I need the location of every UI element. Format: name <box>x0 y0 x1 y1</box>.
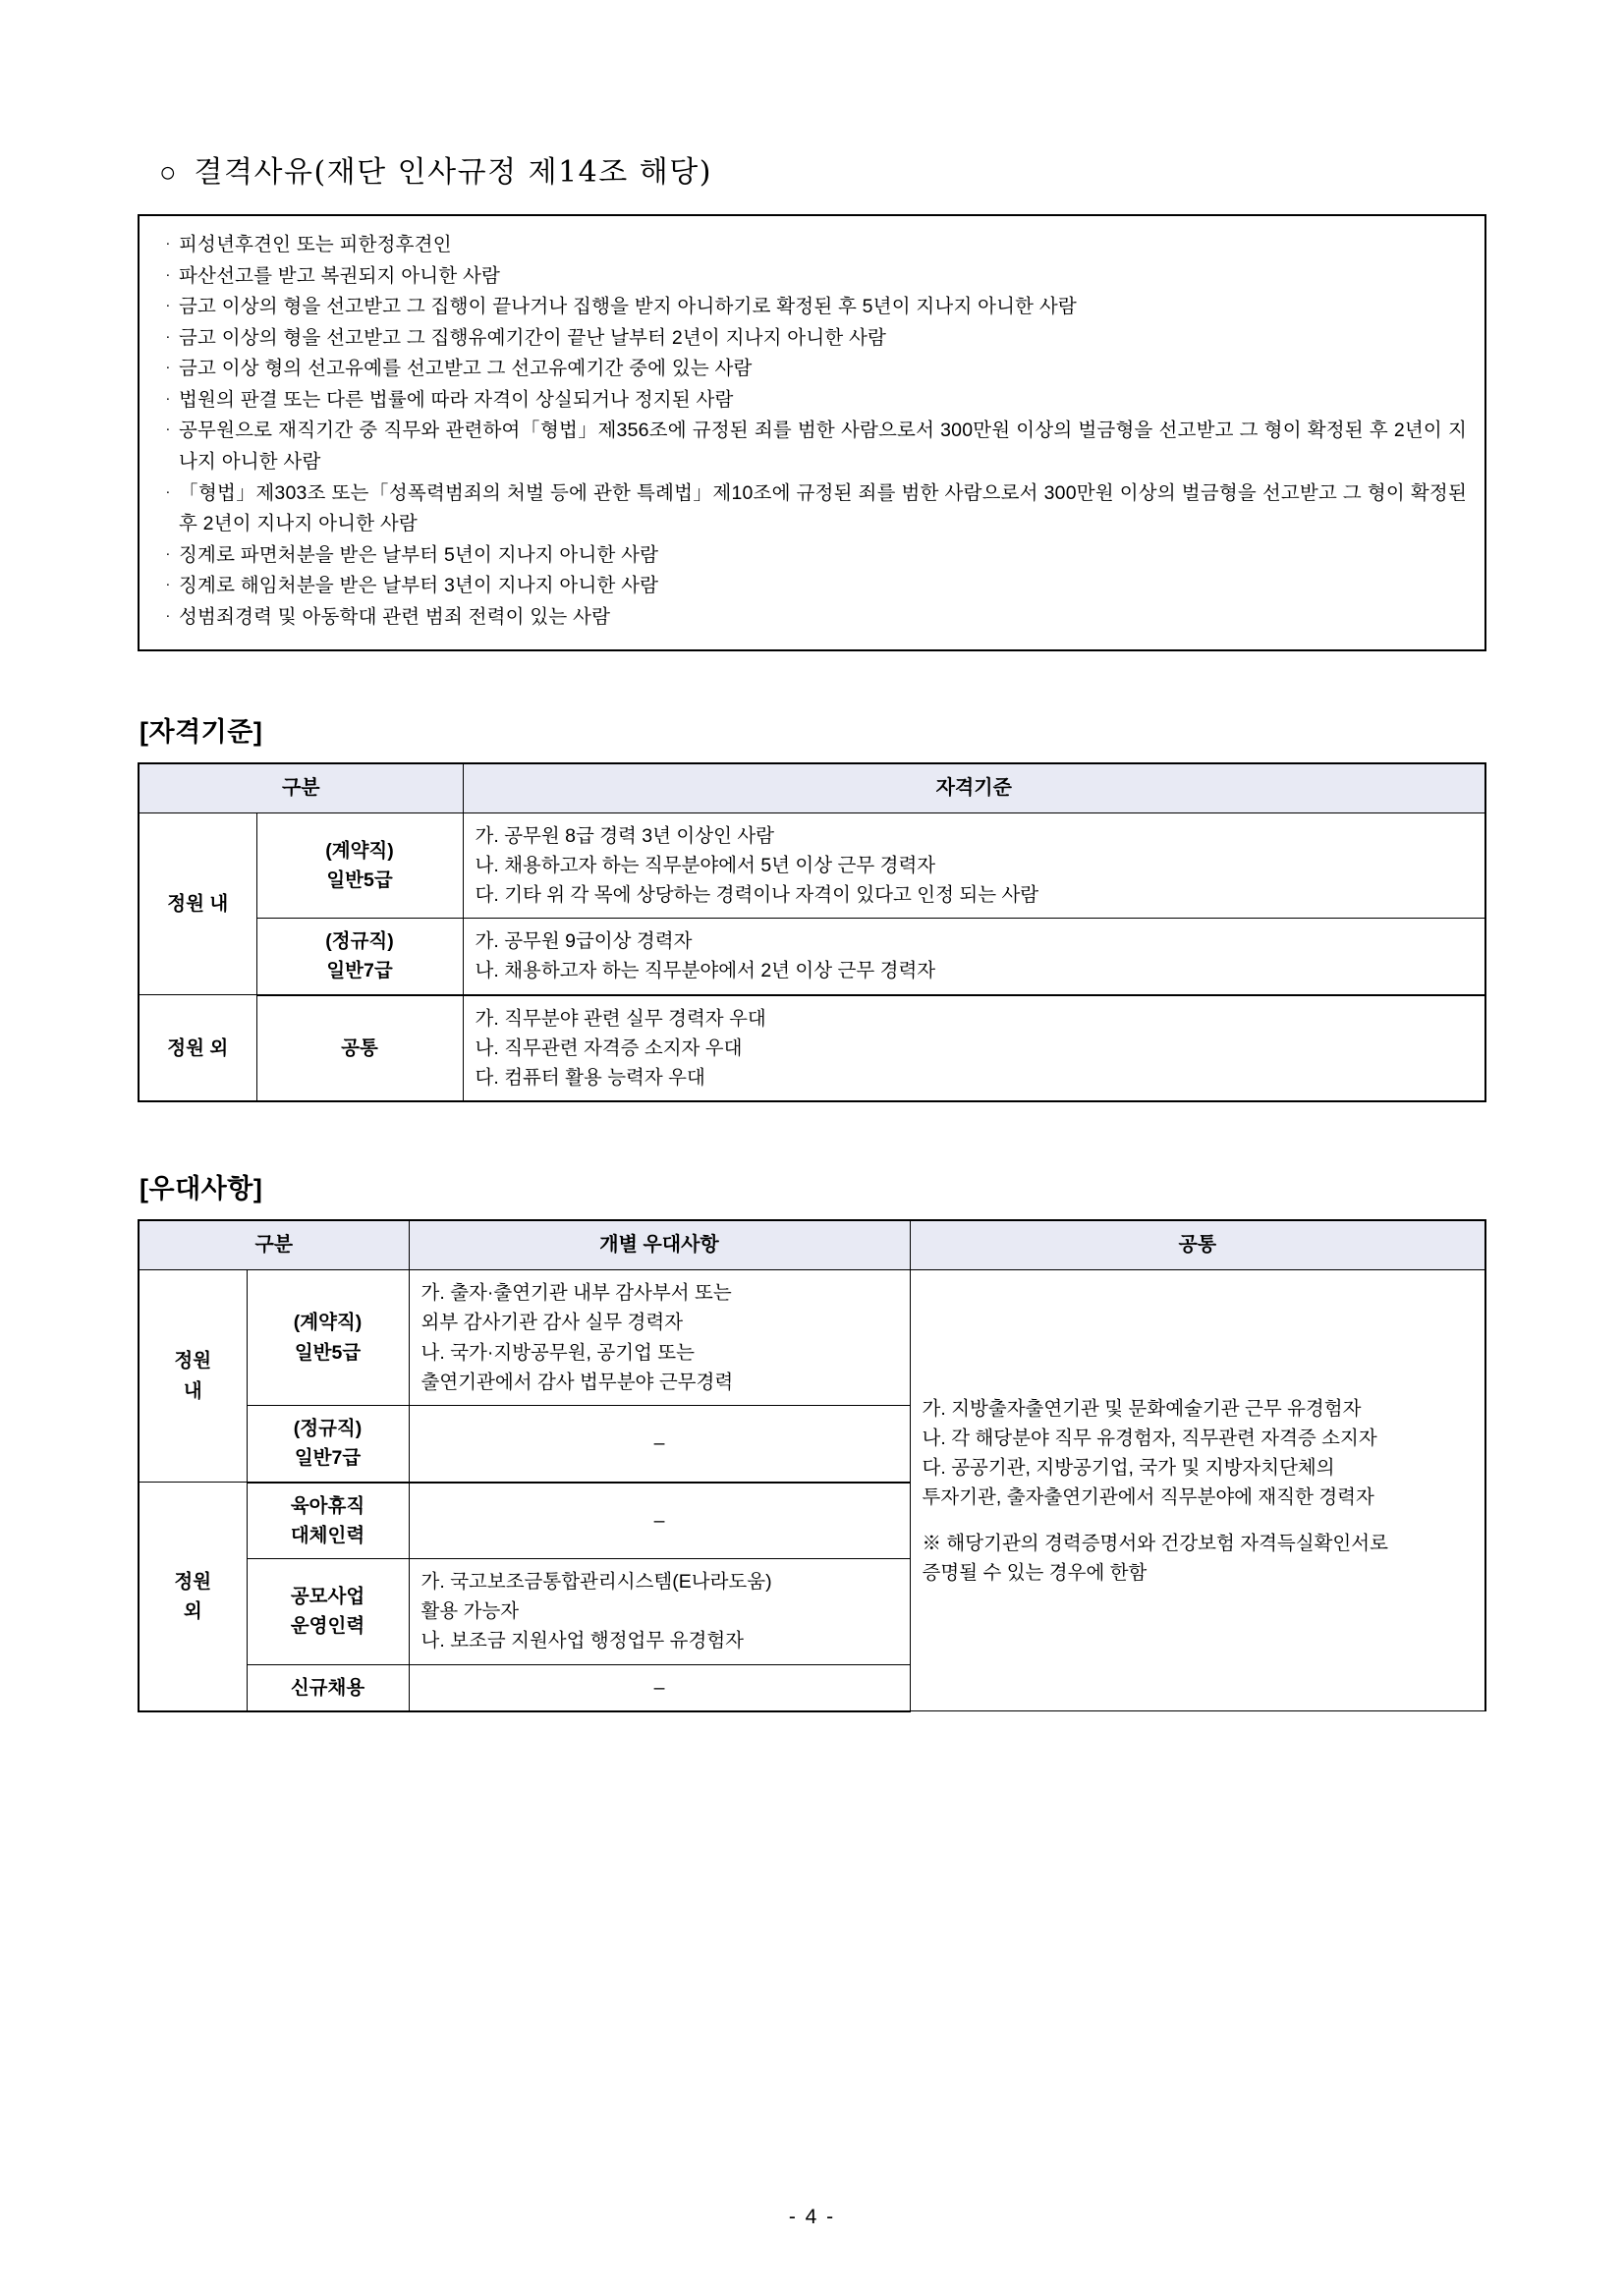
list-item-text: 성범죄경력 및 아동학대 관련 범죄 전력이 있는 사람 <box>179 605 611 628</box>
bullet-dot-icon: · <box>165 544 171 562</box>
row-content <box>409 1270 910 1406</box>
bullet-dot-icon: · <box>165 359 171 376</box>
row-sub-label <box>247 1406 409 1483</box>
qualification-title: [자격기준] <box>140 716 263 747</box>
list-item <box>157 478 1467 540</box>
content-line: 나. 채용하고자 하는 직무분야에서 5년 이상 근무 경력자 <box>475 854 936 876</box>
list-item <box>157 602 1467 634</box>
list-item <box>157 416 1467 477</box>
bullet-dot-icon: · <box>165 265 171 283</box>
row-content <box>409 1559 910 1665</box>
row-sub-label-top: (계약직) <box>325 839 394 862</box>
column-header-criteria: 자격기준 <box>463 763 1485 813</box>
row-sub-label-bottom: 일반7급 <box>326 960 393 982</box>
content-line: 나. 직무관련 자격증 소지자 우대 <box>475 1036 743 1059</box>
common-line: 가. 지방출자출연기관 및 문화예술기관 근무 유경험자 <box>922 1397 1362 1420</box>
list-item-text: 금고 이상 형의 선고유예를 선고받고 그 선고유예기간 중에 있는 사람 <box>179 358 753 380</box>
table-row <box>139 1270 1485 1406</box>
page-number: - 4 - <box>788 2206 836 2228</box>
row-group-label-bottom: 내 <box>183 1379 202 1402</box>
row-sub-label <box>256 919 463 995</box>
bullet-dot-icon: · <box>165 389 171 407</box>
bullet-dot-icon: · <box>165 576 171 593</box>
column-header-category: 구분 <box>139 1220 409 1270</box>
row-group-label <box>139 1270 247 1483</box>
list-item-text: 파산선고를 받고 복권되지 아니한 사람 <box>179 264 501 287</box>
row-sub-label-top: 공모사업 <box>290 1586 365 1608</box>
list-item <box>157 540 1467 572</box>
content-line: 가. 국고보조금통합관리시스템(E나라도움) <box>420 1571 772 1594</box>
list-item-text: 공무원으로 재직기간 중 직무와 관련하여「형법」제356조에 규정된 죄를 범한 사람으로서 300만원 이상의 벌금형을 선고받고 그 형이 확정된 후 2년이 지나지 아니한 사람 <box>179 420 1467 474</box>
row-group-label-top: 정원 <box>174 1350 212 1372</box>
row-sub-label-bottom: 운영인력 <box>290 1615 365 1638</box>
table-row <box>139 812 1485 919</box>
disqualification-box <box>138 214 1486 651</box>
row-sub-label <box>247 1270 409 1406</box>
list-item-text: 징계로 해임처분을 받은 날부터 3년이 지나지 아니한 사람 <box>179 575 659 597</box>
section-heading <box>159 147 1486 191</box>
row-group-label-top: 정원 <box>174 1570 212 1593</box>
list-item <box>157 292 1467 323</box>
list-item <box>157 354 1467 385</box>
list-item <box>157 385 1467 417</box>
list-item-text: 법원의 판결 또는 다른 법률에 따라 자격이 상실되거나 정지된 사람 <box>179 388 734 411</box>
common-line: 다. 공공기관, 지방공기업, 국가 및 지방자치단체의 <box>922 1457 1335 1480</box>
content-line: 활용 가능자 <box>420 1600 520 1623</box>
row-sub-label-bottom: 일반7급 <box>294 1447 362 1470</box>
list-item <box>157 571 1467 602</box>
bullet-dot-icon: · <box>165 297 171 314</box>
bullet-dot-icon: · <box>165 327 171 345</box>
list-item-text: 금고 이상의 형을 선고받고 그 집행이 끝나거나 집행을 받지 아니하기로 확정된 후 5년이 지나지 아니한 사람 <box>179 296 1077 318</box>
row-content <box>463 919 1485 995</box>
section-heading-text: 결격사유(재단 인사규정 제14조 해당) <box>194 155 712 190</box>
row-content: – <box>409 1483 910 1559</box>
bullet-dot-icon: · <box>165 420 171 438</box>
spacer <box>138 1102 1486 1167</box>
list-item <box>157 230 1467 261</box>
content-line: 가. 공무원 8급 경력 3년 이상인 사람 <box>475 824 775 847</box>
row-content: – <box>409 1664 910 1711</box>
column-header-category: 구분 <box>139 763 463 813</box>
bullet-dot-icon: · <box>165 606 171 624</box>
common-line: 투자기관, 출자출연기관에서 직무분야에 재직한 경력자 <box>922 1486 1374 1509</box>
list-item <box>157 323 1467 355</box>
row-sub-label <box>247 1483 409 1559</box>
content-line: 다. 기타 위 각 목에 상당하는 경력이나 자격이 있다고 인정 되는 사람 <box>475 883 1039 906</box>
common-note-line: 증명될 수 있는 경우에 한함 <box>922 1561 1148 1584</box>
content-line: 다. 컴퓨터 활용 능력자 우대 <box>475 1067 705 1090</box>
row-sub-label-top: (정규직) <box>325 930 394 953</box>
content-line: 가. 출자·출연기관 내부 감사부서 또는 <box>420 1282 732 1305</box>
table-header-row <box>139 1220 1485 1270</box>
row-sub-label <box>256 812 463 919</box>
table-row <box>139 919 1485 995</box>
content-line: 나. 보조금 지원사업 행정업무 유경험자 <box>420 1630 744 1652</box>
content-line: 외부 감사기관 감사 실무 경력자 <box>420 1312 684 1334</box>
row-sub-label-bottom: 일반5급 <box>294 1341 362 1364</box>
content-line: 나. 국가·지방공무원, 공기업 또는 <box>420 1341 695 1364</box>
row-sub-label: 신규채용 <box>247 1664 409 1711</box>
list-item-text: 징계로 파면처분을 받은 날부터 5년이 지나지 아니한 사람 <box>179 543 659 566</box>
row-group-label: 정원 내 <box>139 812 256 995</box>
row-sub-label <box>247 1559 409 1665</box>
list-item-text: 피성년후견인 또는 피한정후견인 <box>179 234 452 255</box>
content-line: 가. 직무분야 관련 실무 경력자 우대 <box>475 1007 766 1030</box>
row-sub-label-top: (정규직) <box>293 1418 363 1440</box>
common-preference-cell <box>910 1270 1485 1711</box>
column-header-individual: 개별 우대사항 <box>409 1220 910 1270</box>
column-header-common: 공통 <box>910 1220 1485 1270</box>
list-item <box>157 261 1467 293</box>
content-line: 나. 채용하고자 하는 직무분야에서 2년 이상 근무 경력자 <box>475 960 936 982</box>
row-sub-label-top: 육아휴직 <box>290 1494 365 1517</box>
row-sub-label: 공통 <box>256 995 463 1102</box>
common-note-line: ※ 해당기관의 경력증명서와 건강보험 자격득실확인서로 <box>922 1532 1388 1554</box>
bullet-dot-icon: · <box>165 482 171 500</box>
list-item-text: 금고 이상의 형을 선고받고 그 집행유예기간이 끝난 날부터 2년이 지나지 아니한 사람 <box>179 326 887 349</box>
row-content: – <box>409 1406 910 1483</box>
preference-table <box>138 1219 1486 1712</box>
row-sub-label-bottom: 일반5급 <box>326 868 393 891</box>
row-group-label-bottom: 외 <box>183 1599 202 1622</box>
content-line: 가. 공무원 9급이상 경력자 <box>475 930 693 953</box>
row-content <box>463 995 1485 1102</box>
spacer <box>923 1513 1473 1529</box>
list-item-text: 「형법」제303조 또는「성폭력범죄의 처벌 등에 관한 특례법」제10조에 규정된 죄를 범한 사람으로서 300만원 이상의 벌금형을 선고받고 그 형이 확정된 후 2년이 지나지 아니한 사람 <box>179 481 1467 535</box>
preference-title: [우대사항] <box>140 1174 263 1204</box>
table-header-row <box>139 763 1485 813</box>
common-line: 나. 각 해당분야 직무 유경험자, 직무관련 자격증 소지자 <box>922 1427 1377 1449</box>
row-group-label: 정원 외 <box>139 995 256 1102</box>
row-sub-label-bottom: 대체인력 <box>290 1524 365 1546</box>
bullet-dot-icon: · <box>165 235 171 252</box>
row-content <box>463 812 1485 919</box>
circle-bullet-icon: ○ <box>159 157 177 189</box>
content-line: 출연기관에서 감사 법무분야 근무경력 <box>420 1371 734 1393</box>
table-row <box>139 995 1485 1102</box>
row-sub-label-top: (계약직) <box>293 1312 363 1334</box>
qualification-table <box>138 762 1486 1103</box>
row-group-label <box>139 1483 247 1711</box>
